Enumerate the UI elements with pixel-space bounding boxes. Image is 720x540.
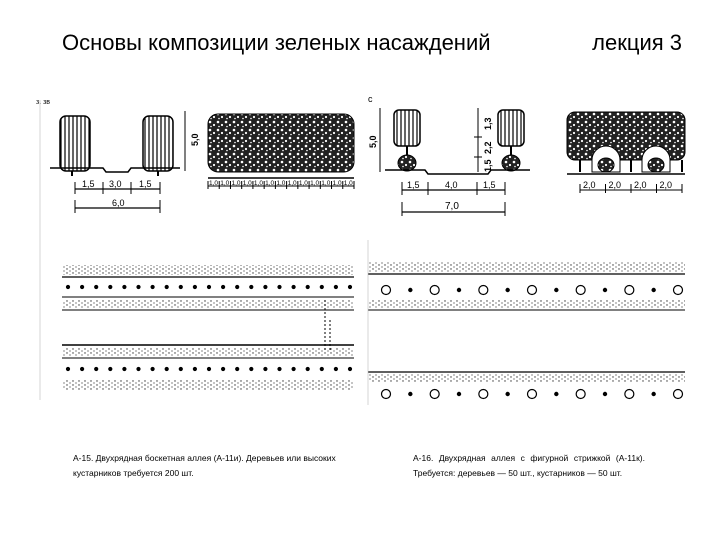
dim-left-3: 1,5 <box>139 179 152 189</box>
hedge-dim-left: 1,0 <box>220 180 230 187</box>
right-plan-view <box>368 240 685 405</box>
corner-mark-left: з. зв <box>36 99 51 106</box>
hedge-dim-right: 2,0 <box>583 180 596 190</box>
right-hedge-elevation <box>567 112 685 193</box>
shrub-right <box>502 155 520 171</box>
hedge-dim-left: 1,0 <box>343 180 353 187</box>
slide-title: Основы композиции зеленых насаждений <box>62 30 491 55</box>
hedge-dim-right: 2,0 <box>608 180 622 190</box>
height-label-right: 5,0 <box>368 135 378 148</box>
dim-left-total: 6,0 <box>112 198 125 208</box>
dim-left-2: 3,0 <box>109 179 122 189</box>
plan-border-top <box>62 265 354 275</box>
bosket-shrub-left <box>60 116 90 171</box>
hedge-dim-left: 1,0 <box>209 180 219 187</box>
left-hedge-elevation <box>208 114 354 189</box>
bosket-hedge <box>208 114 354 172</box>
dim-right-1: 1,5 <box>407 180 420 190</box>
left-section-view <box>50 111 200 213</box>
hedge-dim-left: 1,0 <box>253 180 263 187</box>
right-section-view <box>368 108 530 216</box>
dim-left-1: 1,5 <box>82 179 95 189</box>
hedge-dim-left: 1,0 <box>321 180 331 187</box>
hedge-dim-left: 1,0 <box>265 180 275 187</box>
figure-right <box>368 94 685 405</box>
caption-figure-15: А-15. Двухрядная боскетная аллея (А-11и). Деревьев или высоких кустарников требуется 200 шт. <box>73 453 336 478</box>
hedge-dim-left: 1,0 <box>287 180 297 187</box>
lecture-label: лекция 3 <box>592 30 682 55</box>
dim-right-total: 7,0 <box>445 201 459 212</box>
height-label-left: 5,0 <box>190 133 200 146</box>
dim-right-3: 1,5 <box>483 180 496 190</box>
height-part-2: 2,2 <box>483 141 493 154</box>
tree-crown-left <box>394 110 420 146</box>
hedge-dim-left: 1,0 <box>231 180 241 187</box>
hedge-dim-left: 1,0 <box>310 180 320 187</box>
hedge-dim-left: 1,0 <box>332 180 342 187</box>
caption-figure-16: А-16. Двухрядная аллея с фигурной стрижкой (А-11к). Требуется: деревьев — 50 шт., кустарников — 50 шт. <box>413 453 645 478</box>
hedge-dim-left: 1,0 <box>242 180 252 187</box>
hedge-dim-left: 1,0 <box>298 180 308 187</box>
dim-right-2: 4,0 <box>445 180 458 190</box>
figure-left <box>36 99 354 400</box>
hedge-dim-left: 1,0 <box>276 180 286 187</box>
hedge-dim-right: 2,0 <box>634 180 647 190</box>
height-part-3: 1,5 <box>483 159 493 172</box>
hedge-dim-right: 2,0 <box>659 180 673 190</box>
height-part-1: 1,3 <box>483 117 493 130</box>
shrub-left <box>398 155 416 171</box>
corner-mark-right: с <box>368 94 373 104</box>
tree-crown-right <box>498 110 524 146</box>
bosket-shrub-right <box>143 116 173 171</box>
